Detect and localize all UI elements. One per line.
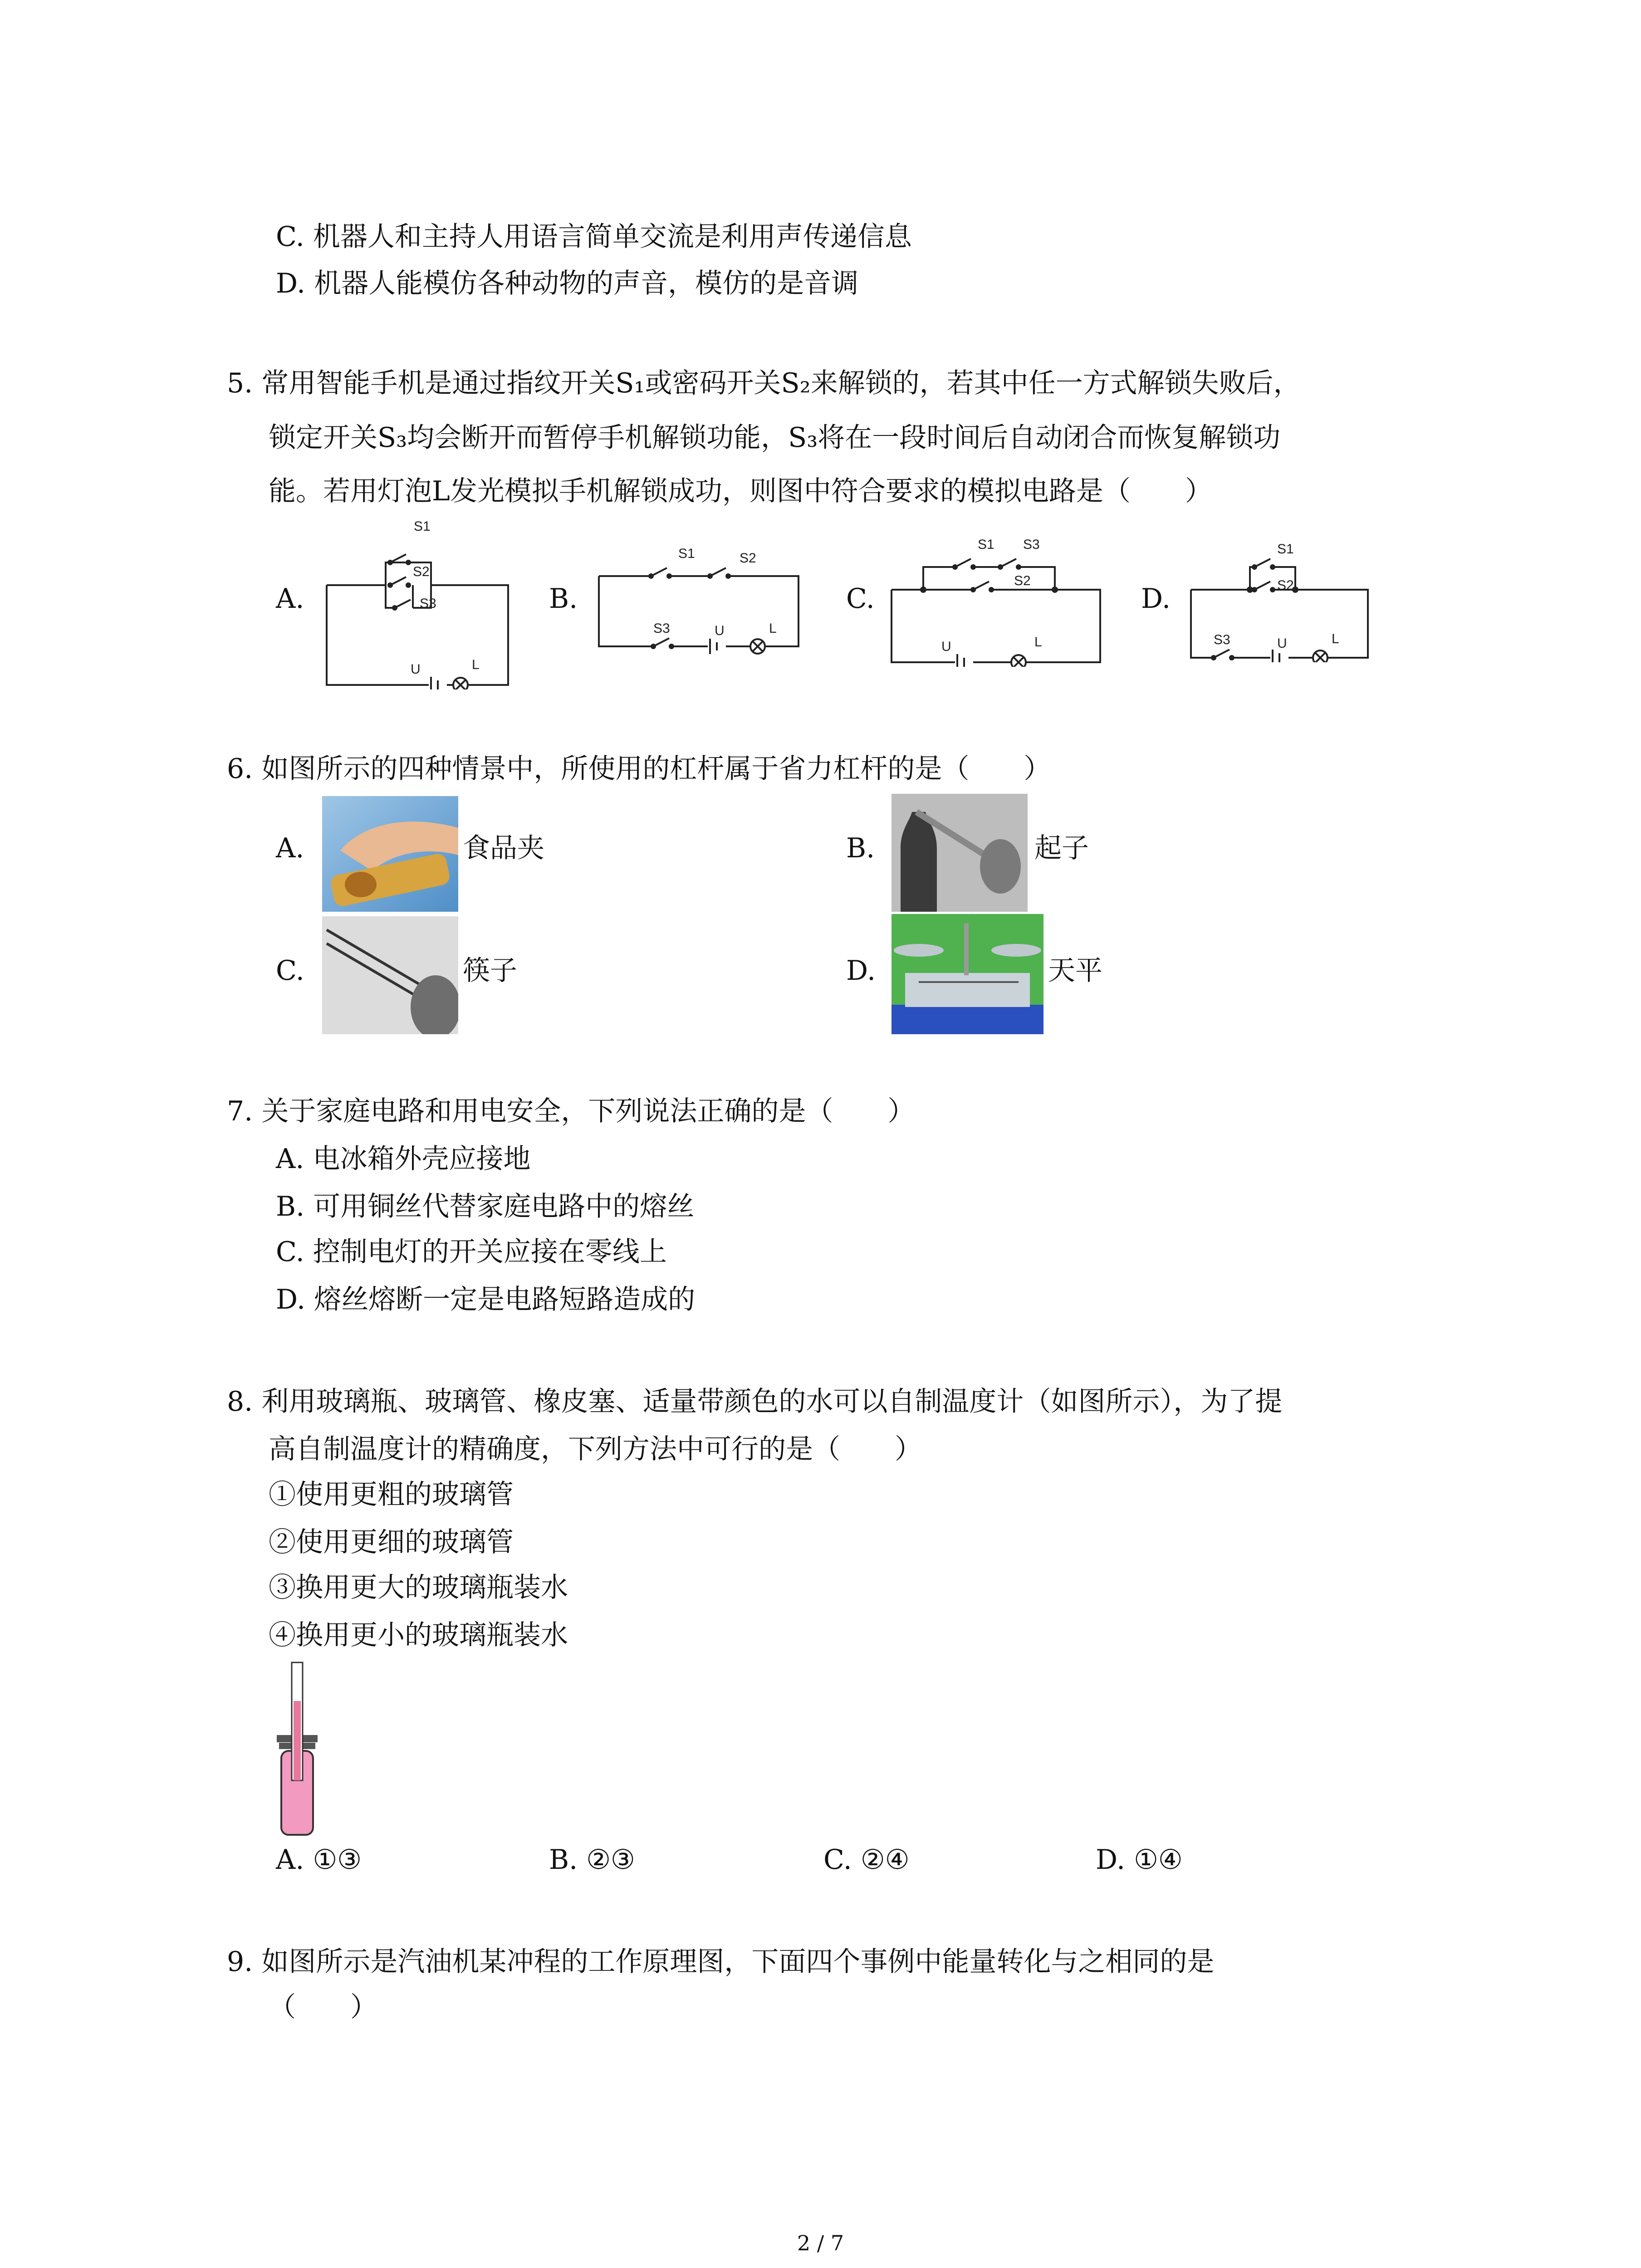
q5b-s1-label: S1: [678, 546, 695, 561]
q6-food-clip-photo: [322, 796, 458, 912]
q5a-l-label: L: [472, 657, 480, 672]
q6-option-a-letter: A.: [276, 832, 304, 864]
q8-option-b: B. ②③: [549, 1844, 635, 1876]
q4-option-d: D. 机器人能模仿各种动物的声音，模仿的是音调: [276, 268, 859, 299]
q7-option-b: B. 可用铜丝代替家庭电路中的熔丝: [276, 1191, 695, 1222]
q5-circuit-d: [1186, 531, 1372, 662]
q5a-s1-label: S1: [414, 519, 431, 534]
q5b-u-label: U: [715, 623, 725, 638]
q5c-s2-label: S2: [1014, 573, 1031, 588]
q5-circuit-c: [887, 531, 1105, 667]
q4-option-c: C. 机器人和主持人用语言简单交流是利用声传递信息: [276, 221, 912, 253]
q8-item-1: ①使用更粗的玻璃管: [269, 1479, 514, 1510]
q6-option-d-letter: D.: [846, 955, 876, 987]
q5a-s3-label: S3: [420, 596, 436, 611]
q5b-s2-label: S2: [740, 551, 756, 566]
q6-option-b-letter: B.: [846, 832, 875, 864]
q5b-s3-label: S3: [653, 621, 670, 636]
q8-option-d: D. ①④: [1096, 1844, 1183, 1876]
q5-option-b-letter: B.: [549, 583, 578, 615]
q6-option-d-caption: 天平: [1048, 955, 1102, 987]
q5-stem-line1: 5. 常用智能手机是通过指纹开关S₁或密码开关S₂来解锁的，若其中任一方式解锁失败后，: [227, 367, 1301, 399]
q5d-s1-label: S1: [1277, 542, 1294, 557]
q5c-u-label: U: [941, 639, 951, 654]
q6-option-b-caption: 起子: [1034, 832, 1089, 864]
q5-stem-line2: 锁定开关S₃均会断开而暂停手机解锁功能，S₃将在一段时间后自动闭合而恢复解锁功: [269, 422, 1281, 454]
q5d-s3-label: S3: [1214, 632, 1230, 647]
q6-stem: 6. 如图所示的四种情景中，所使用的杠杆属于省力杠杆的是（ ）: [227, 753, 1051, 785]
q8-option-a: A. ①③: [276, 1844, 362, 1876]
q5c-s3-label: S3: [1023, 537, 1040, 552]
q9-stem-line1: 9. 如图所示是汽油机某冲程的工作原理图，下面四个事例中能量转化与之相同的是: [227, 1946, 1215, 1978]
q6-option-a-caption: 食品夹: [463, 832, 544, 864]
q5d-l-label: L: [1332, 631, 1339, 646]
q8-item-2: ②使用更细的玻璃管: [269, 1526, 514, 1558]
q7-option-d: D. 熔丝熔断一定是电路短路造成的: [276, 1284, 696, 1315]
q5b-l-label: L: [769, 621, 777, 636]
q5-stem-line3: 能。若用灯泡L发光模拟手机解锁成功，则图中符合要求的模拟电路是（ ）: [269, 475, 1212, 507]
q5d-u-label: U: [1277, 636, 1287, 651]
q6-balance-photo: [892, 914, 1043, 1034]
q5d-s2-label: S2: [1277, 578, 1294, 593]
q8-thermometer-figure: [265, 1660, 329, 1837]
q8-stem-line1: 8. 利用玻璃瓶、玻璃管、橡皮塞、适量带颜色的水可以自制温度计（如图所示），为了提: [227, 1386, 1283, 1418]
q5-option-a-letter: A.: [276, 583, 304, 615]
q5c-l-label: L: [1034, 635, 1042, 650]
q6-option-c-letter: C.: [276, 955, 304, 987]
q5-option-d-letter: D.: [1141, 583, 1171, 615]
q5a-s2-label: S2: [413, 564, 430, 579]
page-number: 2 / 7: [797, 2231, 844, 2255]
q9-stem-line2: （ ）: [269, 1991, 377, 2023]
q6-bottle-opener-photo: [892, 794, 1028, 912]
q5-circuit-b: [594, 540, 803, 658]
q7-stem: 7. 关于家庭电路和用电安全，下列说法正确的是（ ）: [227, 1095, 915, 1127]
q8-stem-line2: 高自制温度计的精确度，下列方法中可行的是（ ）: [269, 1433, 922, 1465]
q8-item-3: ③换用更大的玻璃瓶装水: [269, 1572, 568, 1603]
q8-item-4: ④换用更小的玻璃瓶装水: [269, 1619, 568, 1651]
q6-chopsticks-photo: [322, 916, 458, 1034]
q8-option-c: C. ②④: [823, 1844, 910, 1876]
q5c-s1-label: S1: [978, 537, 994, 552]
q7-option-c: C. 控制电灯的开关应接在零线上: [276, 1236, 667, 1268]
q6-option-c-caption: 筷子: [463, 955, 517, 987]
q7-option-a: A. 电冰箱外壳应接地: [276, 1143, 531, 1175]
q5a-u-label: U: [411, 662, 421, 677]
q5-circuit-a: [322, 517, 513, 689]
q5-option-c-letter: C.: [846, 583, 875, 615]
